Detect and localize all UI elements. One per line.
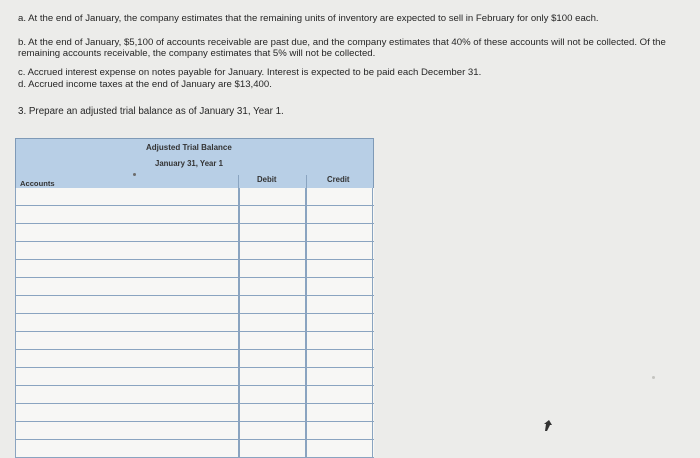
table-header — [15, 138, 374, 189]
table-row — [15, 278, 374, 296]
table-row — [15, 440, 374, 458]
credit-cell[interactable] — [308, 332, 373, 349]
debit-cell[interactable] — [240, 242, 307, 259]
credit-cell[interactable] — [308, 386, 373, 403]
adjusted-trial-balance-table — [15, 138, 374, 454]
credit-cell[interactable] — [308, 296, 373, 313]
problem-item-c: c. Accrued interest expense on notes payable for January. Interest is expected to be paid each December 31. — [18, 67, 482, 78]
credit-cell[interactable] — [308, 206, 373, 223]
column-header-accounts: Accounts — [20, 179, 55, 188]
table-title: Adjusted Trial Balance — [146, 143, 232, 152]
debit-cell[interactable] — [240, 440, 307, 457]
debit-cell[interactable] — [240, 368, 307, 385]
table-row — [15, 422, 374, 440]
problem-item-a: a. At the end of January, the company estimates that the remaining units of inventory are expected to sell in February for only $100 each. — [18, 13, 599, 24]
account-cell[interactable] — [15, 260, 240, 277]
account-cell[interactable] — [15, 242, 240, 259]
credit-cell[interactable] — [308, 440, 373, 457]
table-row — [15, 314, 374, 332]
credit-cell[interactable] — [308, 350, 373, 367]
screen-speck — [652, 376, 655, 379]
header-divider — [238, 175, 239, 188]
credit-cell[interactable] — [308, 368, 373, 385]
credit-cell[interactable] — [308, 260, 373, 277]
account-cell[interactable] — [15, 296, 240, 313]
header-divider — [306, 175, 307, 188]
debit-cell[interactable] — [240, 188, 307, 205]
account-cell[interactable] — [15, 224, 240, 241]
account-cell[interactable] — [15, 386, 240, 403]
table-row — [15, 224, 374, 242]
debit-cell[interactable] — [240, 314, 307, 331]
account-cell[interactable] — [15, 206, 240, 223]
account-cell[interactable] — [15, 350, 240, 367]
debit-cell[interactable] — [240, 332, 307, 349]
credit-cell[interactable] — [308, 314, 373, 331]
table-row — [15, 386, 374, 404]
credit-cell[interactable] — [308, 242, 373, 259]
table-row — [15, 206, 374, 224]
debit-cell[interactable] — [240, 422, 307, 439]
mouse-pointer-icon — [543, 420, 553, 432]
debit-cell[interactable] — [240, 404, 307, 421]
debit-cell[interactable] — [240, 224, 307, 241]
credit-cell[interactable] — [308, 422, 373, 439]
table-row — [15, 296, 374, 314]
table-row — [15, 404, 374, 422]
account-cell[interactable] — [15, 404, 240, 421]
problem-item-b: b. At the end of January, $5,100 of accounts receivable are past due, and the company estimates that 40% of these accounts will not be collected. Of the remaining accounts receivable, the company estimates that 5% will not be collected. — [18, 37, 666, 59]
credit-cell[interactable] — [308, 224, 373, 241]
column-header-credit: Credit — [327, 175, 350, 184]
account-cell[interactable] — [15, 278, 240, 295]
debit-cell[interactable] — [240, 206, 307, 223]
table-row — [15, 332, 374, 350]
debit-cell[interactable] — [240, 350, 307, 367]
account-cell[interactable] — [15, 314, 240, 331]
account-cell[interactable] — [15, 422, 240, 439]
table-row — [15, 188, 374, 206]
table-date: January 31, Year 1 — [155, 159, 223, 168]
account-cell[interactable] — [15, 440, 240, 457]
question-3-prompt: 3. Prepare an adjusted trial balance as of January 31, Year 1. — [18, 106, 284, 117]
table-body — [15, 188, 374, 458]
credit-cell[interactable] — [308, 404, 373, 421]
table-row — [15, 368, 374, 386]
account-cell[interactable] — [15, 368, 240, 385]
account-cell[interactable] — [15, 332, 240, 349]
table-row — [15, 242, 374, 260]
account-cell[interactable] — [15, 188, 240, 205]
debit-cell[interactable] — [240, 278, 307, 295]
column-header-debit: Debit — [257, 175, 277, 184]
debit-cell[interactable] — [240, 296, 307, 313]
header-dot — [133, 173, 136, 176]
table-row — [15, 350, 374, 368]
debit-cell[interactable] — [240, 260, 307, 277]
debit-cell[interactable] — [240, 386, 307, 403]
problem-item-d: d. Accrued income taxes at the end of January are $13,400. — [18, 79, 272, 90]
credit-cell[interactable] — [308, 278, 373, 295]
credit-cell[interactable] — [308, 188, 373, 205]
table-row — [15, 260, 374, 278]
